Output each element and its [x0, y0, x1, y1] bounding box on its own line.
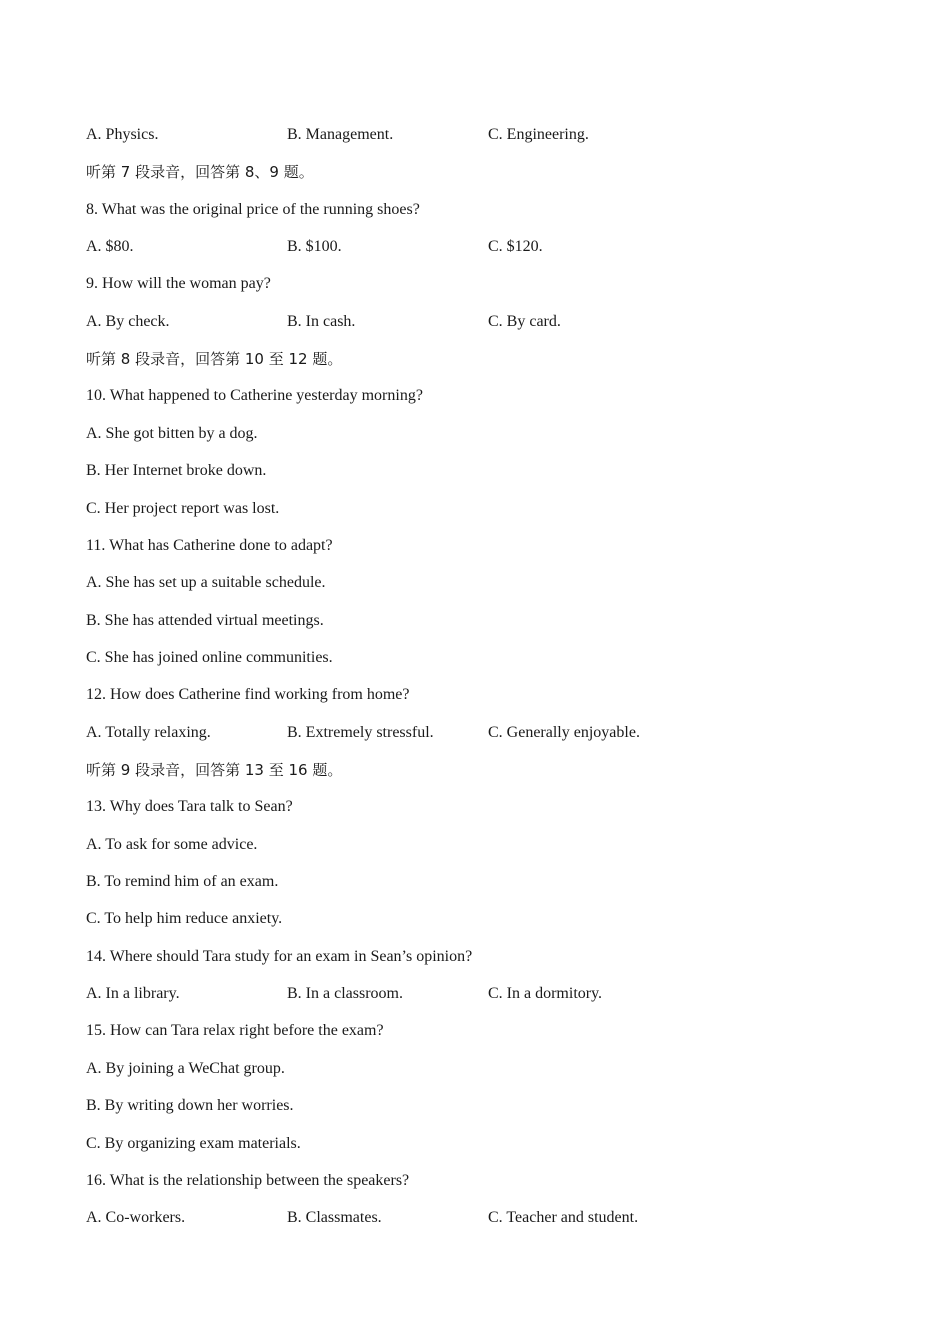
answer-options-row	[86, 1207, 886, 1229]
answer-option-a: A. Co-workers.	[86, 1209, 186, 1227]
question-text	[86, 385, 423, 407]
answer-choice	[86, 834, 257, 856]
question-text	[86, 273, 271, 295]
answer-options-row	[86, 983, 886, 1005]
line-text: B. She has attended virtual meetings.	[86, 611, 324, 629]
answer-option-b: B. $100.	[287, 238, 342, 256]
line-text: A. By joining a WeChat group.	[86, 1059, 285, 1077]
line-text: A. She got bitten by a dog.	[86, 424, 258, 442]
answer-option-c: C. By card.	[488, 312, 561, 330]
answer-option-b: B. Extremely stressful.	[287, 723, 434, 741]
line-text: B. By writing down her worries.	[86, 1097, 294, 1115]
question-text	[86, 946, 472, 968]
answer-options-row	[86, 124, 886, 146]
answer-choice	[86, 572, 326, 594]
line-text: 15. How can Tara relax right before the exam?	[86, 1022, 384, 1040]
line-text: C. By organizing exam materials.	[86, 1134, 301, 1152]
line-text: C. She has joined online communities.	[86, 648, 333, 666]
answer-option-c: C. $120.	[488, 238, 543, 256]
answer-choice	[86, 1095, 294, 1117]
answer-choice	[86, 908, 282, 930]
line-text: A. To ask for some advice.	[86, 835, 258, 853]
answer-choice	[86, 610, 324, 632]
line-text: 8. What was the original price of the running shoes?	[86, 200, 420, 218]
answer-option-c: C. In a dormitory.	[488, 985, 603, 1003]
answer-choice	[86, 1133, 301, 1155]
section-instruction	[86, 161, 314, 183]
line-text: 13. Why does Tara talk to Sean?	[86, 798, 293, 816]
answer-options-row	[86, 311, 886, 333]
answer-option-a: A. Physics.	[86, 126, 159, 143]
answer-option-c: C. Generally enjoyable.	[488, 723, 640, 741]
question-text	[86, 684, 409, 706]
answer-options-row	[86, 236, 886, 258]
question-text	[86, 1020, 384, 1042]
answer-option-b: B. Management.	[287, 126, 394, 143]
answer-choice	[86, 871, 278, 893]
answer-choice	[86, 423, 258, 445]
line-text: 12. How does Catherine find working from home?	[86, 686, 410, 704]
answer-option-b: B. Classmates.	[287, 1209, 382, 1227]
answer-options-row	[86, 722, 886, 744]
line-text: 11. What has Catherine done to adapt?	[86, 536, 333, 554]
exam-page	[86, 0, 886, 1344]
answer-option-a: A. $80.	[86, 238, 134, 256]
answer-option-c: C. Teacher and student.	[488, 1209, 639, 1227]
section-instruction	[86, 759, 342, 781]
section-instruction	[86, 348, 342, 370]
line-text: 16. What is the relationship between the speakers?	[86, 1171, 410, 1189]
answer-choice	[86, 1058, 285, 1080]
answer-option-a: A. Totally relaxing.	[86, 723, 211, 741]
answer-option-b: B. In cash.	[287, 312, 356, 330]
line-text: 10. What happened to Catherine yesterday morning?	[86, 387, 423, 405]
line-text: A. She has set up a suitable schedule.	[86, 574, 326, 592]
line-text: 听第 7 段录音，回答第 8、9 题。	[86, 163, 314, 182]
answer-choice	[86, 460, 266, 482]
question-text	[86, 1170, 409, 1192]
answer-option-a: A. In a library.	[86, 985, 180, 1003]
question-text	[86, 199, 420, 221]
answer-choice	[86, 498, 279, 520]
answer-option-c: C. Engineering.	[488, 126, 589, 143]
question-text	[86, 535, 333, 557]
line-text: 听第 9 段录音，回答第 13 至 16 题。	[86, 761, 343, 779]
line-text: C. To help him reduce anxiety.	[86, 910, 283, 928]
answer-option-b: B. In a classroom.	[287, 985, 403, 1003]
line-text: 14. Where should Tara study for an exam in Sean’s opinion?	[86, 947, 473, 965]
line-text: B. Her Internet broke down.	[86, 462, 267, 480]
line-text: 听第 8 段录音，回答第 10 至 12 题。	[86, 350, 343, 369]
line-text: 9. How will the woman pay?	[86, 275, 271, 293]
answer-option-a: A. By check.	[86, 312, 170, 330]
question-text	[86, 796, 293, 818]
answer-choice	[86, 647, 333, 669]
line-text: B. To remind him of an exam.	[86, 873, 279, 890]
line-text: C. Her project report was lost.	[86, 499, 280, 517]
